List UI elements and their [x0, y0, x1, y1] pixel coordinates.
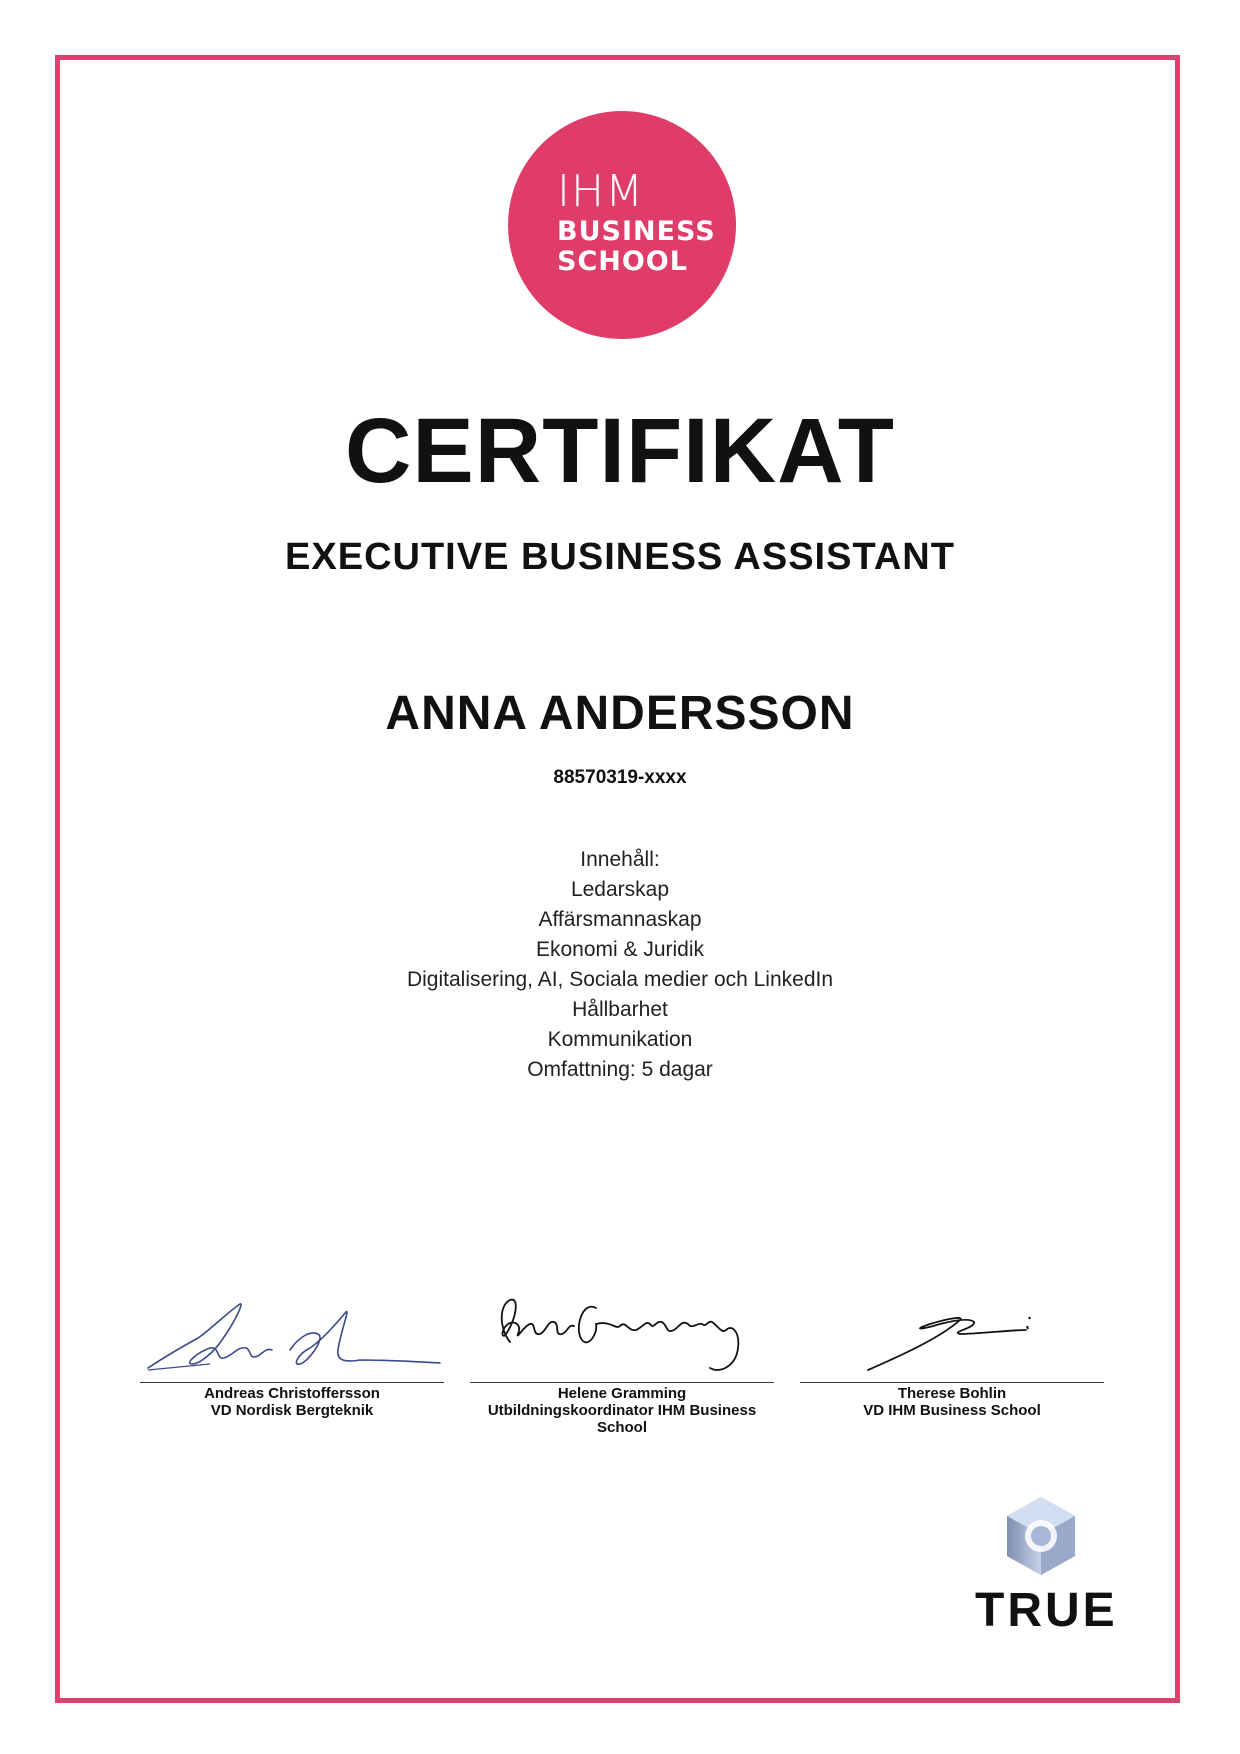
signature-line	[140, 1382, 444, 1383]
hexagon-cube-icon	[1003, 1495, 1079, 1577]
logo-line-ihm: IHM	[557, 166, 645, 217]
signature-line	[470, 1382, 774, 1383]
content-item: Ledarskap	[570, 878, 670, 901]
content-item: Hållbarhet	[572, 998, 668, 1021]
content-item: Kommunikation	[547, 1028, 693, 1051]
content-item: Ekonomi & Juridik	[535, 938, 705, 961]
signature-image-therese	[800, 1290, 1104, 1382]
true-logo	[975, 1495, 1118, 1645]
signature-block-andreas	[140, 1290, 444, 1440]
signature-line	[800, 1382, 1104, 1383]
signer-name: Andreas Christoffersson	[204, 1385, 380, 1402]
ihm-business-school-logo	[508, 111, 736, 339]
signer-name: Helene Gramming	[557, 1385, 687, 1402]
signer-role: Utbildningskoordinator IHM Business School	[487, 1402, 757, 1436]
logo-line-school: SCHOOL	[557, 246, 688, 277]
signer-name: Therese Bohlin	[897, 1385, 1007, 1402]
recipient-name: ANNA ANDERSSON	[385, 687, 855, 740]
signature-image-andreas	[140, 1290, 444, 1382]
signer-role: VD IHM Business School	[863, 1402, 1041, 1419]
content-item: Affärsmannaskap	[538, 908, 702, 931]
content-item: Digitalisering, AI, Sociala medier och LinkedIn	[406, 968, 834, 991]
certificate-subtitle: EXECUTIVE BUSINESS ASSISTANT	[285, 536, 955, 578]
signer-role: VD Nordisk Bergteknik	[210, 1402, 374, 1419]
logo-line-business: BUSINESS	[557, 216, 716, 247]
signature-image-helene	[470, 1290, 774, 1382]
true-logo-text: TRUE	[975, 1584, 1118, 1637]
recipient-id: 88570319-xxxx	[553, 767, 687, 788]
signature-block-helene	[470, 1290, 774, 1440]
content-item: Omfattning: 5 dagar	[527, 1058, 713, 1081]
certificate-title: CERTIFIKAT	[344, 400, 895, 502]
signature-block-therese	[800, 1290, 1104, 1440]
course-content	[0, 845, 1240, 1085]
content-heading: Innehåll:	[580, 848, 660, 871]
